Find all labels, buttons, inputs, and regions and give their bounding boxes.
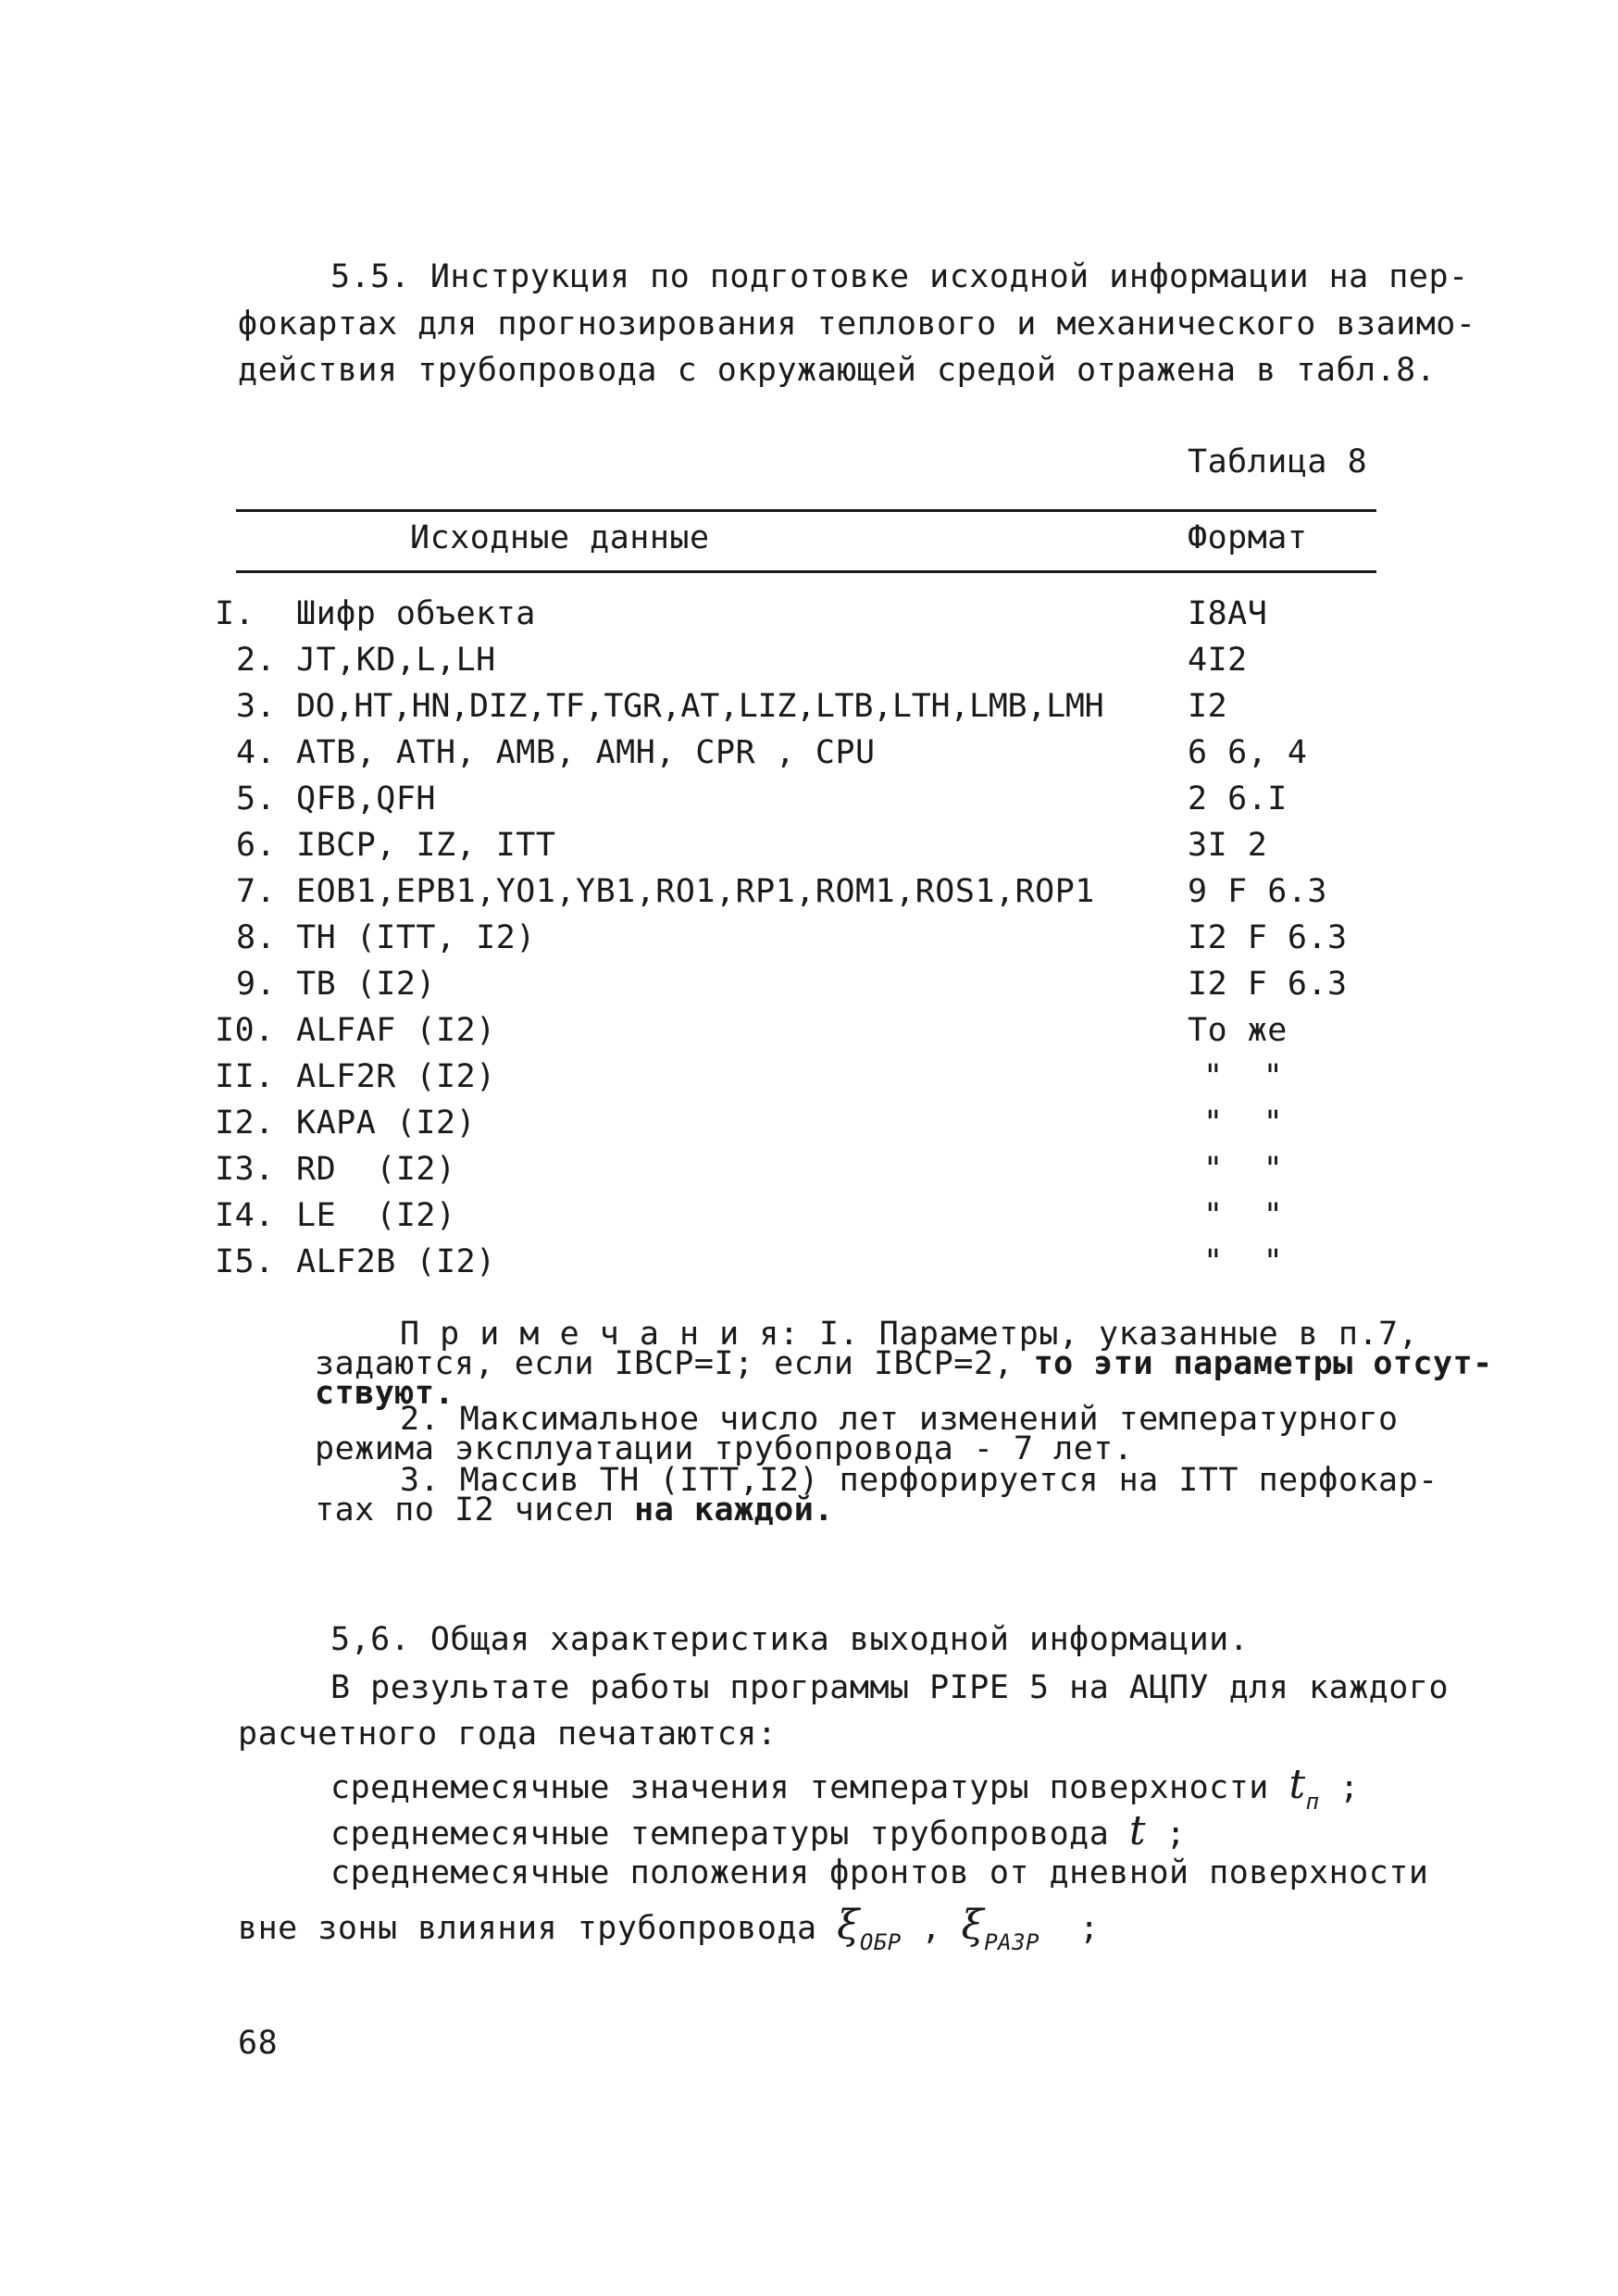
table-row-format: " ": [1203, 1151, 1284, 1188]
table-row-num: I4.: [215, 1197, 275, 1234]
section-5-6-para-line-1: В результате работы программы PIPE 5 на АЦПУ для каждого: [330, 1669, 1450, 1706]
table-row-num: I3.: [215, 1151, 275, 1188]
notes-line-2: [315, 1345, 1493, 1382]
pipe-temp-symbol: t: [1128, 1807, 1147, 1854]
table-row-num: 8.: [236, 919, 277, 956]
section-5-5-line-1: 5.5. Инструкция по подготовке исходной информации на пер-: [330, 258, 1469, 295]
table-row-num: I0.: [215, 1012, 275, 1049]
table-row-data: TB (I2): [296, 966, 437, 1003]
notes-line-3: ствуют.: [315, 1375, 455, 1412]
table-row-data: ALF2B (I2): [296, 1243, 496, 1280]
output-item-1-end: ;: [1319, 1769, 1360, 1806]
section-5-5-line-2: фокартах для прогнозирования теплового и механического взаимо-: [238, 306, 1476, 343]
table-row-format: 6 6, 4: [1188, 734, 1308, 771]
output-item-1: [330, 1761, 1360, 1815]
table-row-data: LE (I2): [296, 1197, 456, 1234]
table-row-data: EOB1,EPB1,YO1,YB1,RO1,RP1,ROM1,ROS1,ROP1: [296, 873, 1095, 910]
table-row-format: " ": [1203, 1104, 1284, 1142]
note-1-cont: задаются, если IBCP=I; если IBCP=2,: [315, 1345, 1034, 1382]
table-row-num: 5.: [236, 780, 277, 817]
table-row-num: 4.: [236, 734, 277, 771]
note-3-bold: на каждой.: [634, 1491, 834, 1529]
table-row-format: То же: [1188, 1012, 1288, 1049]
table-row-format: " ": [1203, 1243, 1284, 1280]
table-row-data: IBCP, IZ, ITT: [296, 827, 556, 864]
table-row-format: 3I 2: [1188, 827, 1268, 864]
xi-separator: ,: [901, 1910, 962, 1947]
table-row-format: 2 6.I: [1188, 780, 1288, 817]
note-3-cont: тах по I2 чисел: [315, 1491, 635, 1529]
table-row-num: 6.: [236, 827, 277, 864]
notes-line-5: режима эксплуатации трубопровода - 7 лет.: [315, 1430, 1134, 1467]
table-header-data: Исходные данные: [410, 519, 710, 556]
output-item-2: [330, 1807, 1187, 1854]
section-5-6-heading: 5,6. Общая характеристика выходной информации.: [330, 1621, 1250, 1658]
notes-line-6: 3. Массив TH (ITT,I2) перфорируется на ITT перфокар-: [400, 1462, 1438, 1499]
table-row-num: 7.: [236, 873, 277, 910]
output-item-1-text: среднемесячные значения температуры поверхности: [330, 1769, 1289, 1806]
table-row-data: DO,HT,HN,DIZ,TF,TGR,AT,LIZ,LTB,LTH,LMB,LMH: [296, 688, 1104, 725]
table-row-num: 9.: [236, 966, 277, 1003]
xi-subscript-razr: РАЗР: [984, 1929, 1039, 1955]
table-row-data: ALFAF (I2): [296, 1012, 496, 1049]
output-item-3-line-1: среднемесячные положения фронтов от дневной поверхности: [330, 1854, 1429, 1891]
table-row-num: 3.: [236, 688, 277, 725]
table-row-format: I8AЧ: [1188, 595, 1268, 632]
table-row-data: RD (I2): [296, 1151, 456, 1188]
xi-subscript-obr: ОБР: [859, 1929, 902, 1955]
table-top-rule: [236, 509, 1376, 512]
table-row-data: JT,KD,L,LH: [296, 642, 496, 679]
table-row-num: II.: [215, 1058, 275, 1095]
xi-symbol-1: ξ: [837, 1902, 860, 1949]
table-row-num: 2.: [236, 642, 277, 679]
output-item-3-text: вне зоны влияния трубопровода: [238, 1910, 838, 1947]
table-row-num: I.: [215, 595, 255, 632]
table-row-data: TH (ITT, I2): [296, 919, 536, 956]
table-row-data: KAPA (I2): [296, 1104, 477, 1142]
output-item-3-line-2: [238, 1902, 1100, 1955]
notes-line-4: 2. Максимальное число лет изменений температурного: [400, 1401, 1399, 1438]
table-row-data: QFB,QFH: [296, 780, 437, 817]
table-row-data: ATB, ATH, AMB, AMH, CPR , CPU: [296, 734, 876, 771]
table-row-format: 4I2: [1188, 642, 1248, 679]
note-1-start: I. Параметры, указанные в п.7,: [799, 1316, 1419, 1353]
xi-symbol-2: ξ: [961, 1902, 985, 1949]
table-row-format: " ": [1203, 1058, 1284, 1095]
note-1-bold: то эти параметры отсут-: [1033, 1345, 1493, 1382]
surface-temp-symbol: t: [1288, 1761, 1306, 1808]
table-row-num: I5.: [215, 1243, 275, 1280]
notes-line-7: [315, 1491, 834, 1529]
table-row-format: I2: [1188, 688, 1228, 725]
table-header-rule: [236, 570, 1376, 573]
section-5-5-line-3: действия трубопровода с окружающей средой отражена в табл.8.: [238, 352, 1437, 389]
table-row-format: I2 F 6.3: [1188, 966, 1348, 1003]
table-caption: Таблица 8: [1188, 443, 1368, 480]
output-item-2-end: ;: [1146, 1816, 1187, 1853]
output-item-3-end: ;: [1039, 1910, 1100, 1947]
surface-temp-subscript: п: [1305, 1789, 1320, 1815]
section-5-6-para-line-2: расчетного года печатаются:: [238, 1716, 778, 1753]
page-number: 68: [238, 2025, 279, 2062]
table-header-format: Формат: [1188, 519, 1308, 556]
table-row-format: 9 F 6.3: [1188, 873, 1328, 910]
output-item-2-text: среднемесячные температуры трубопровода: [330, 1816, 1129, 1853]
table-row-num: I2.: [215, 1104, 275, 1142]
table-row-data: ALF2R (I2): [296, 1058, 496, 1095]
notes-label: П р и м е ч а н и я:: [400, 1316, 800, 1353]
table-row-format: " ": [1203, 1197, 1284, 1234]
table-row-format: I2 F 6.3: [1188, 919, 1348, 956]
table-row-data: Шифр объекта: [296, 595, 536, 632]
